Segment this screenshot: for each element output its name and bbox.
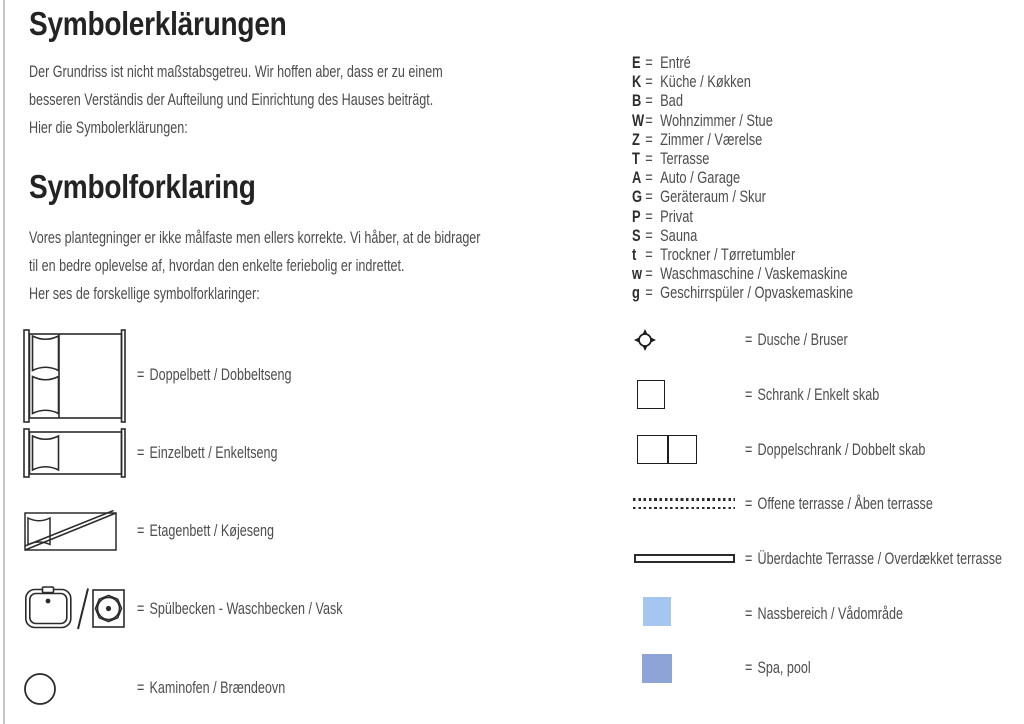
abbreviation-label: Auto / Garage [660,169,741,188]
intro-german-line: besseren Verständis der Aufteilung und Einrichtung des Hauses beiträgt. [29,90,434,109]
intro-danish-line: Vores plantegninger er ikke målfaste men ellers korrekte. Vi håber, at de bidrager [29,228,481,247]
legend-row-bunk-bed [137,521,274,541]
abbreviation-label: Waschmaschine / Vaskemaskine [660,265,848,284]
abbreviation-key: t [632,245,637,264]
abbreviation-key: w [632,265,643,284]
spa-pool-icon [642,654,672,683]
abbreviation-row [632,150,853,169]
legend-label-text: Kaminofen / Brændeovn [149,678,286,697]
title-danish: Symbolforklaring [29,168,256,205]
legend-label-text: Einzelbett / Enkeltseng [149,443,278,462]
legend-label-text: Doppelschrank / Dobbelt skab [757,440,926,459]
single-wardrobe-icon [637,380,665,409]
abbreviation-row [632,54,853,73]
legend-row-double-bed [137,365,292,385]
equals-sign: = [137,365,145,384]
abbreviation-label: Sauna [660,226,698,245]
equals-sign: = [645,150,653,169]
abbreviation-key: g [632,284,640,303]
abbreviation-row [632,92,853,111]
abbreviation-key: S [632,226,641,245]
legend-row-open-terrace [745,494,933,514]
equals-sign: = [745,549,753,568]
page-edge-line [3,0,5,724]
dotted-line [633,507,735,510]
open-terrace-icon [633,498,735,512]
equals-sign: = [645,111,653,130]
abbreviation-label: Trockner / Tørretumbler [660,245,796,264]
shower-icon [634,329,656,351]
double-bed-icon [22,329,126,423]
abbreviation-label: Geschirrspüler / Opvaskemaskine [660,284,854,303]
sink-basin-icon [25,586,125,631]
legend-row-sink [137,599,343,619]
abbreviation-row [632,112,853,131]
abbreviation-row [632,284,853,303]
abbreviation-key: Z [632,130,640,149]
equals-sign: = [645,245,653,264]
abbreviation-row [632,246,853,265]
equals-sign: = [645,169,653,188]
legend-row-covered-terrace [745,549,1002,569]
abbreviation-key: B [632,92,642,111]
equals-sign: = [645,265,653,284]
abbreviation-label: Wohnzimmer / Stue [660,111,773,130]
legend-row-wet-area [745,604,903,624]
equals-sign: = [137,678,145,697]
legend-label-text: Dusche / Bruser [757,330,848,349]
legend-label-text: Nassbereich / Vådområde [757,604,903,623]
equals-sign: = [645,207,653,226]
bunk-bed-icon [24,510,118,552]
legend-row-wood-stove [137,678,285,698]
equals-sign: = [137,521,145,540]
equals-sign: = [745,658,753,677]
intro-danish [29,224,639,308]
legend-label-text: Schrank / Enkelt skab [757,385,880,404]
legend-label-text: Überdachte Terrasse / Overdækket terrasse [757,549,1003,568]
equals-sign: = [645,130,653,149]
abbreviation-label: Küche / Køkken [660,73,751,92]
abbreviation-row [632,188,853,207]
abbreviation-label: Geräteraum / Skur [660,188,766,207]
legend-row-spa-pool [745,658,811,678]
abbreviation-row [632,73,853,92]
double-wardrobe-icon [637,435,697,464]
dotted-line [633,498,735,501]
intro-german-line: Hier die Symbolerklärungen: [29,118,188,137]
abbreviation-key: P [632,207,641,226]
equals-sign: = [137,599,145,618]
intro-danish-line: Her ses de forskellige symbolforklaringer: [29,284,260,303]
wardrobe-divider [667,436,669,463]
equals-sign: = [745,385,753,404]
title-german: Symbolerklärungen [29,5,287,42]
abbreviation-label: Terrasse [660,150,710,169]
legend-label-text: Offene terrasse / Åben terrasse [757,494,933,513]
abbreviation-label: Bad [660,92,683,111]
equals-sign: = [137,443,145,462]
abbreviation-key: A [632,169,642,188]
abbreviation-row [632,169,853,188]
equals-sign: = [745,494,753,513]
abbreviation-key: G [632,188,643,207]
legend-label-text: Spa, pool [757,658,811,677]
single-bed-icon [22,427,126,479]
intro-german-line: Der Grundriss ist nicht maßstabsgetreu. Wir hoffen aber, dass er zu einem [29,62,443,81]
covered-terrace-icon [634,554,735,563]
intro-german [29,58,588,142]
equals-sign: = [645,92,653,111]
abbreviation-row [632,131,853,150]
abbreviation-label: Privat [660,207,693,226]
equals-sign: = [645,284,653,303]
abbreviation-row [632,227,853,246]
wood-stove-icon [23,672,57,706]
abbreviation-key: W [632,111,645,130]
legend-label-text: Doppelbett / Dobbeltseng [149,365,292,384]
abbreviation-row [632,265,853,284]
abbreviation-list [632,54,916,303]
abbreviation-row [632,208,853,227]
equals-sign: = [745,604,753,623]
equals-sign: = [745,330,753,349]
abbreviation-label: Zimmer / Værelse [660,130,763,149]
equals-sign: = [745,440,753,459]
legend-row-double-wardrobe [745,440,925,460]
legend-label-text: Etagenbett / Køjeseng [149,521,275,540]
intro-danish-line: til en bedre oplevelse af, hvordan den enkelte feriebolig er indrettet. [29,256,405,275]
abbreviation-key: T [632,150,640,169]
legend-row-single-bed [137,443,278,463]
legend-row-shower [745,330,848,350]
abbreviation-label: Entré [660,54,691,73]
abbreviation-key: E [632,54,641,73]
legend-row-single-wardrobe [745,385,879,405]
equals-sign: = [645,188,653,207]
legend-label-text: Spülbecken - Waschbecken / Vask [149,599,343,618]
equals-sign: = [645,226,653,245]
equals-sign: = [645,73,653,92]
abbreviation-key: K [632,73,642,92]
wet-area-icon [643,597,671,626]
equals-sign: = [645,54,653,73]
